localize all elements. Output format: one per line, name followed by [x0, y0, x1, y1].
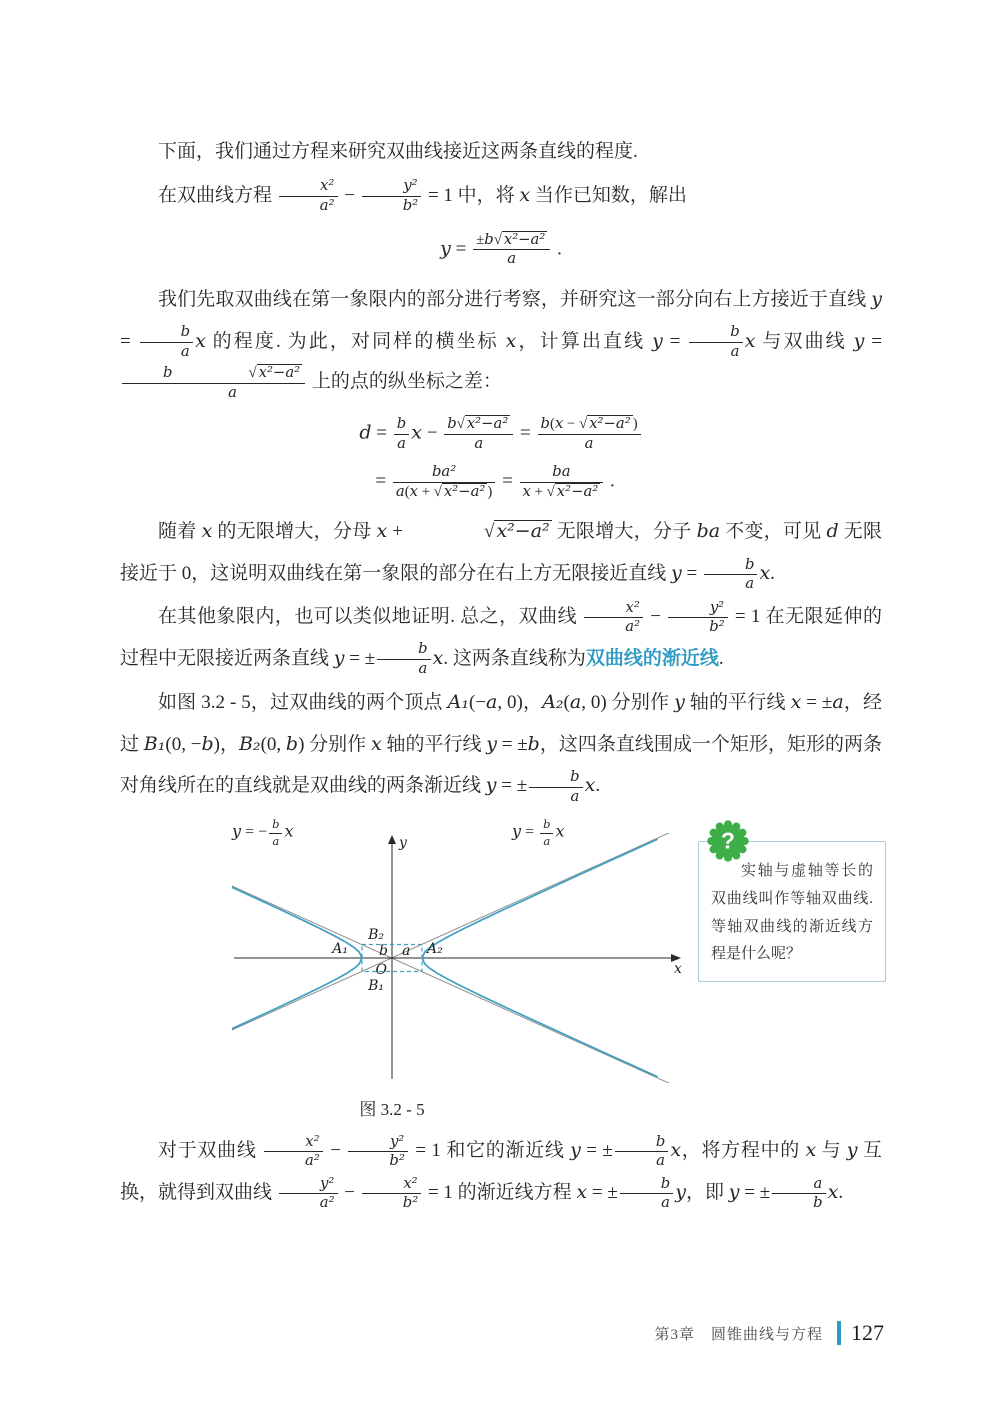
display-formula-solve-y: y = $\frac{\text{±b√ x²−a²}}{a}$ . — [440, 230, 562, 268]
question-badge-icon — [707, 820, 749, 862]
a-length-label: a — [402, 943, 411, 960]
page-number: 127 — [851, 1320, 884, 1345]
y-axis-label: y — [399, 835, 407, 852]
paragraph-equation-setup: 在双曲线方程 $\frac{\text{x²}}{\text{a²}}$ − $\frac{\text{y²}}{\text{b²}}$ = 1 中，将 x 当作已知数，解出 — [158, 177, 687, 214]
vertex-b2-label: B₂ — [368, 927, 384, 944]
derivation-line-1: d = $\frac{b}{a}$ x − $\frac{\text{b√ x²−a²}}{a}$ = $\frac{\text{b(x − √ x²−a² )}}{a}$ — [359, 415, 642, 453]
figure-3-2-5 — [120, 817, 882, 1089]
b-length-label: b — [379, 943, 388, 960]
footer — [654, 1320, 884, 1346]
paragraph-asymptote-definition: 在其他象限内，也可以类似地证明. 总之，双曲线 $\frac{\text{x²}}{\text{a²}}$ − $\frac{\text{y²}}{\text{b²}}$ = 1 在无限延伸的过程中无限接近两条直线 y = ± $\frac{b}{a}$ x. 这两条直线称为双曲线的渐近线. — [120, 598, 882, 677]
figure-caption: 图 3.2 - 5 — [359, 1100, 425, 1120]
x-axis-label: x — [674, 961, 682, 978]
origin-label: O — [375, 962, 387, 979]
paragraph-intro: 下面，我们通过方程来研究双曲线接近这两条直线的程度. — [158, 141, 638, 162]
paragraph-swap-xy: 对于双曲线 $\frac{\text{x²}}{\text{a²}}$ − $\frac{\text{y²}}{\text{b²}}$ = 1 和它的渐近线 y = ± $\frac{b}{a}$ x，将方程中的 x 与 y 互换，就得到双曲线 $\frac{\text{y²}}{\text{a²}}$ − $\frac{\text{x²}}{\text{b²}}$ = 1 的渐近线方程 x = ± $\frac{b}{a}$ y，即 y = ± $\frac{a}{b}$ x. — [120, 1132, 882, 1212]
question-mark-glyph: ? — [721, 827, 735, 854]
paragraph-rectangle-construction: 如图 3.2 - 5，过双曲线的两个顶点 A₁(−a, 0)，A₂(a, 0) 分别作 y 轴的平行线 x = ±a，经过 B₁(0, −b)，B₂(0, b) 分别作 x 轴的平行线 y = ±b，这四条直线围成一个矩形，矩形的两条对角线所在的直线就是双曲线的两条渐近线 y = ± $\frac{b}{a}$ x. — [120, 690, 882, 805]
vertex-a1-label: A₁ — [332, 941, 348, 958]
asymptote-left-label: y = − $\frac{b}{a}$ x — [232, 817, 294, 848]
margin-note-text: 实轴与虚轴等长的双曲线叫作等轴双曲线. 等轴双曲线的渐近线方程是什么呢？ — [711, 863, 873, 963]
margin-note — [698, 827, 886, 982]
y-axis-arrow-icon — [388, 835, 396, 844]
vertex-b1-label: B₁ — [368, 978, 384, 995]
chapter-label: 第3章 圆锥曲线与方程 — [654, 1326, 823, 1343]
asymptote-right-label: y = $\frac{b}{a}$ x — [512, 817, 565, 848]
paragraph-limit-argument: 随着 x 的无限增大，分母 x + √ x²−a² 无限增大，分子 ba 不变，可见 d 无限接近于 0，这说明双曲线在第一象限的部分在右上方无限接近直线 y = $\frac{b}{a}$ x. — [120, 520, 882, 593]
paragraph-first-quadrant: 我们先取双曲线在第一象限内的部分进行考察，并研究这一部分向右上方接近于直线 y = $\frac{b}{a}$ x 的程度. 为此，对同样的横坐标 x，计算出直线 y = $\frac{b}{a}$ x 与双曲线 y = $\frac{\text{b √ x²−a²}}{a}$ 上的点的纵坐标之差： — [120, 287, 882, 401]
derivation-line-2: = $\frac{\text{ba²}}{\text{a(x + √ x²−a² )}}$ = $\frac{ba}{\text{x + √ x²−a²}}$ . — [375, 463, 615, 500]
footer-divider-bar — [837, 1321, 841, 1345]
vertex-a2-label: A₂ — [427, 941, 443, 958]
hyperbola-graph — [232, 833, 682, 1083]
display-derivation-d — [359, 415, 642, 501]
